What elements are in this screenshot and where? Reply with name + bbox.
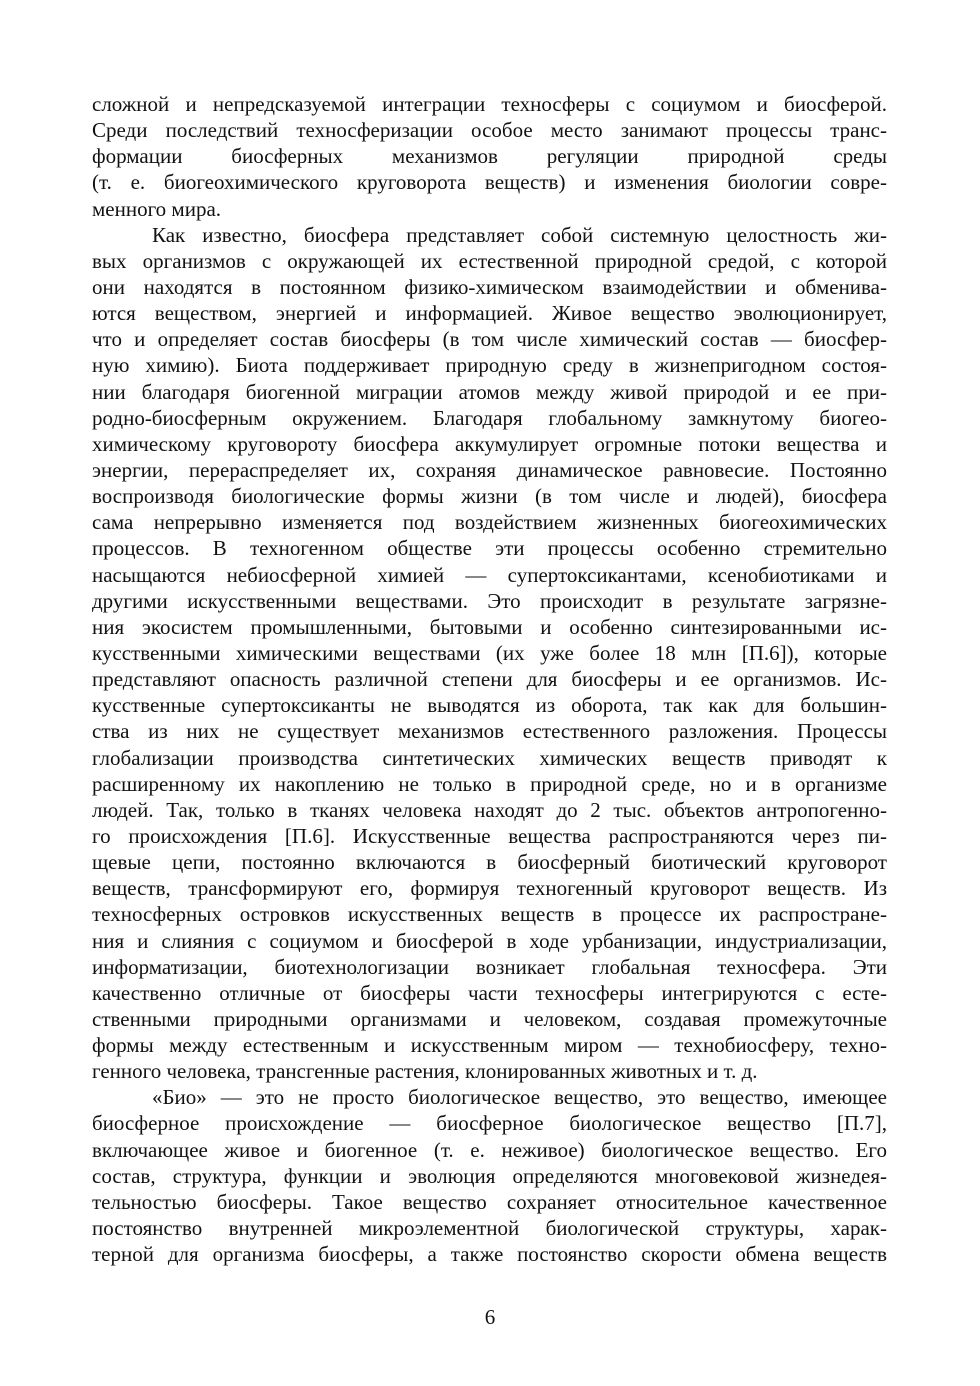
- text-line: ства из них не существует механизмов естественного разложения. Процессы: [92, 719, 887, 744]
- text-line: «Био» — это не просто биологическое вещество, это вещество, имеющее: [152, 1085, 887, 1110]
- text-line: химическому круговороту биосфера аккумулирует огромные потоки вещества и: [92, 431, 887, 456]
- text-line: формации биосферных механизмов регуляции природной среды: [92, 144, 887, 169]
- text-line: состав, структура, функции и эволюция определяются многовековой жизнедея-: [92, 1163, 887, 1188]
- text-line: формы между естественным и искусственным миром — технобиосферу, техно-: [92, 1033, 887, 1058]
- text-line: нии благодаря биогенной миграции атомов между живой природой и ее при-: [92, 379, 887, 404]
- page-body: [92, 91, 887, 1267]
- text-line: энергии, перераспределяет их, сохраняя динамическое равновесие. Постоянно: [92, 457, 887, 482]
- text-line: кусственные супертоксиканты не выводятся из оборота, так как для большин-: [92, 693, 887, 718]
- text-line: постоянство внутренней микроэлементной биологической структуры, харак-: [92, 1216, 887, 1241]
- text-line: го происхождения [П.6]. Искусственные вещества распространяются через пи-: [92, 823, 887, 848]
- text-line: родно-биосферным окружением. Благодаря глобальному замкнутому биогео-: [92, 405, 887, 430]
- text-line: ную химию). Биота поддерживает природную среду в жизнепригодном состоя-: [92, 353, 887, 378]
- text-line: сложной и непредсказуемой интеграции техносферы с социумом и биосферой.: [92, 92, 887, 116]
- text-line: терной для организма биосферы, а также постоянство скорости обмена веществ: [92, 1242, 887, 1267]
- text-line: ются веществом, энергией и информацией. Живое вещество эволюционирует,: [92, 301, 887, 326]
- text-line: веществ, трансформируют его, формируя техногенный круговорот веществ. Из: [92, 876, 887, 901]
- text-line: менного мира.: [92, 196, 222, 221]
- text-line: щевые цепи, постоянно включаются в биосферный биотический круговорот: [92, 850, 887, 875]
- text-line: вых организмов с окружающей их естественной природной средой, с которой: [92, 248, 887, 273]
- page-number: 6: [484, 1305, 496, 1329]
- text-line: представляют опасность различной степени для биосферы и ее организмов. Ис-: [92, 667, 887, 692]
- text-line: они находятся в постоянном физико-химическом взаимодействии и обменива-: [92, 274, 887, 299]
- text-line: техносферных островков искусственных веществ в процессе их распростране-: [92, 902, 887, 927]
- text-line: ственными природными организмами и человеком, создавая промежуточные: [92, 1006, 887, 1031]
- text-line: качественно отличные от биосферы части техносферы интегрируются с есте-: [92, 980, 887, 1005]
- paragraph: [92, 91, 887, 222]
- text-line: что и определяет состав биосферы (в том числе химический состав — биосфер-: [92, 327, 887, 352]
- text-line: расширенному их накоплению не только в природной среде, но и в организме: [92, 771, 887, 796]
- paragraph: [92, 222, 887, 1085]
- text-line: кусственными химическими веществами (их уже более 18 млн [П.6]), которые: [92, 640, 887, 665]
- text-line: процессов. В техногенном обществе эти процессы особенно стремительно: [92, 536, 887, 561]
- text-line: людей. Так, только в тканях человека находят до 2 тыс. объектов антропогенно-: [92, 797, 887, 822]
- text-line: (т. е. биогеохимического круговорота веществ) и изменения биологии совре-: [92, 170, 887, 195]
- text-line: тельностью биосферы. Такое вещество сохраняет относительное качественное: [92, 1189, 887, 1214]
- text-line: другими искусственными веществами. Это происходит в результате загрязне-: [92, 588, 887, 613]
- text-line: воспроизводя биологические формы жизни (в том числе и людей), биосфера: [92, 484, 887, 509]
- text-line: биосферное происхождение — биосферное биологическое вещество [П.7],: [92, 1111, 887, 1136]
- paragraph: [92, 1084, 887, 1267]
- text-line: Среди последствий техносферизации особое место занимают процессы транс-: [92, 118, 887, 143]
- text-line: ния и слияния с социумом и биосферой в ходе урбанизации, индустриализации,: [92, 928, 887, 953]
- text-line: ния экосистем промышленными, бытовыми и особенно синтезированными ис-: [92, 614, 887, 639]
- text-line: информатизации, биотехнологизации возникает глобальная техносфера. Эти: [92, 954, 887, 979]
- text-line: насыщаются небиосферной химией — супертоксикантами, ксенобиотиками и: [92, 562, 887, 587]
- text-line: сама непрерывно изменяется под воздействием жизненных биогеохимических: [92, 510, 887, 535]
- text-line: глобализации производства синтетических химических веществ приводят к: [92, 745, 887, 770]
- text-line: включающее живое и биогенное (т. е. неживое) биологическое вещество. Его: [92, 1137, 887, 1162]
- text-line: Как известно, биосфера представляет собой системную целостность жи-: [152, 222, 887, 247]
- text-line: генного человека, трансгенные растения, клонированных животных и т. д.: [92, 1059, 758, 1084]
